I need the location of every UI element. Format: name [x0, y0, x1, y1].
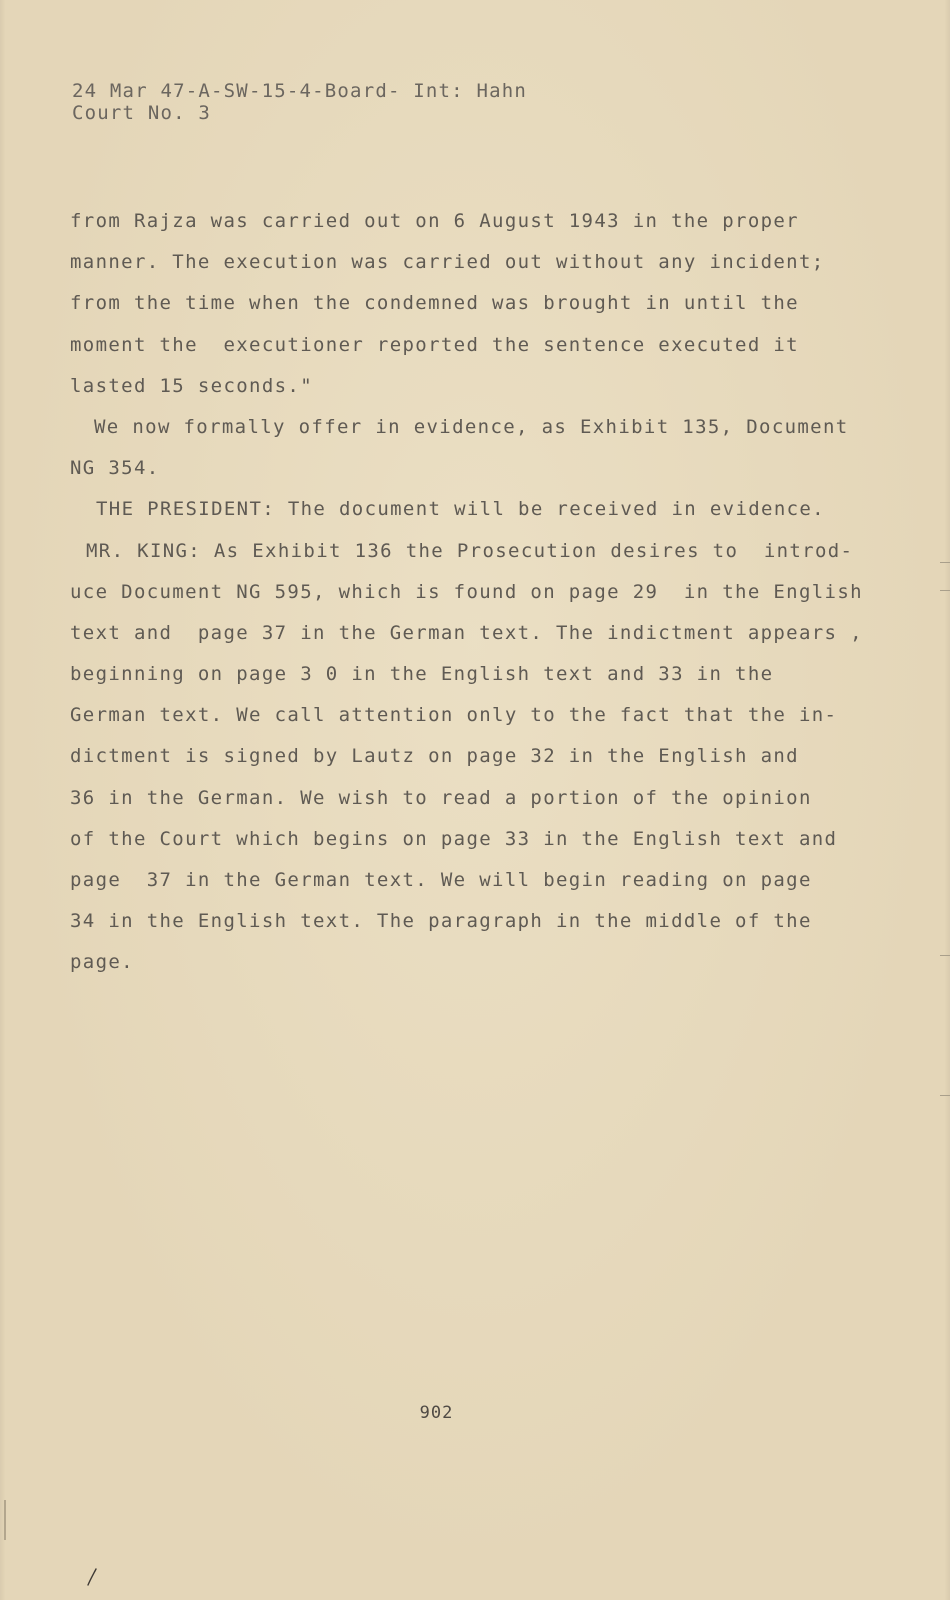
page-edge-mark [940, 562, 950, 563]
header-court-line: Court No. 3 [72, 102, 212, 124]
body-line: German text. We call attention only to the fact that the in- [70, 704, 838, 727]
header-session-line: 24 Mar 47-A-SW-15-4-Board- Int: Hahn [72, 80, 528, 102]
body-line: of the Court which begins on page 33 in the English text and [70, 827, 838, 850]
paper-scuff [4, 1500, 6, 1540]
page-number: 902 [419, 1403, 454, 1423]
body-line: text and page 37 in the German text. The indictment appears , [70, 621, 863, 644]
body-line: moment the executioner reported the sentence executed it [70, 333, 799, 356]
transcript-header [72, 80, 527, 124]
body-line: We now formally offer in evidence, as Exhibit 135, Document [94, 415, 849, 438]
body-line: NG 354. [70, 457, 160, 480]
body-line: lasted 15 seconds." [70, 374, 313, 397]
body-line: beginning on page 3 0 in the English text and 33 in the [70, 663, 774, 686]
body-line: dictment is signed by Lautz on page 32 in the English and [70, 745, 799, 768]
page-edge-mark [940, 955, 950, 956]
body-line: 34 in the English text. The paragraph in the middle of the [70, 910, 812, 933]
body-line: from Rajza was carried out on 6 August 1943 in the proper [70, 210, 799, 232]
body-line: uce Document NG 595, which is found on page 29 in the English [70, 580, 863, 603]
body-line: MR. KING: As Exhibit 136 the Prosecution desires to introd- [86, 539, 854, 562]
page-edge-mark [940, 590, 950, 591]
body-line: page. [70, 951, 134, 974]
body-line: from the time when the condemned was brought in until the [70, 292, 799, 315]
page-edge-mark [940, 1095, 950, 1096]
body-line: 36 in the German. We wish to read a portion of the opinion [70, 786, 812, 809]
body-line: page 37 in the German text. We will begin reading on page [70, 869, 812, 891]
body-line: manner. The execution was carried out without any incident; [70, 251, 825, 274]
pencil-tick-mark [86, 1568, 98, 1586]
transcript-body [70, 201, 863, 984]
body-line: THE PRESIDENT: The document will be received in evidence. [96, 498, 825, 521]
